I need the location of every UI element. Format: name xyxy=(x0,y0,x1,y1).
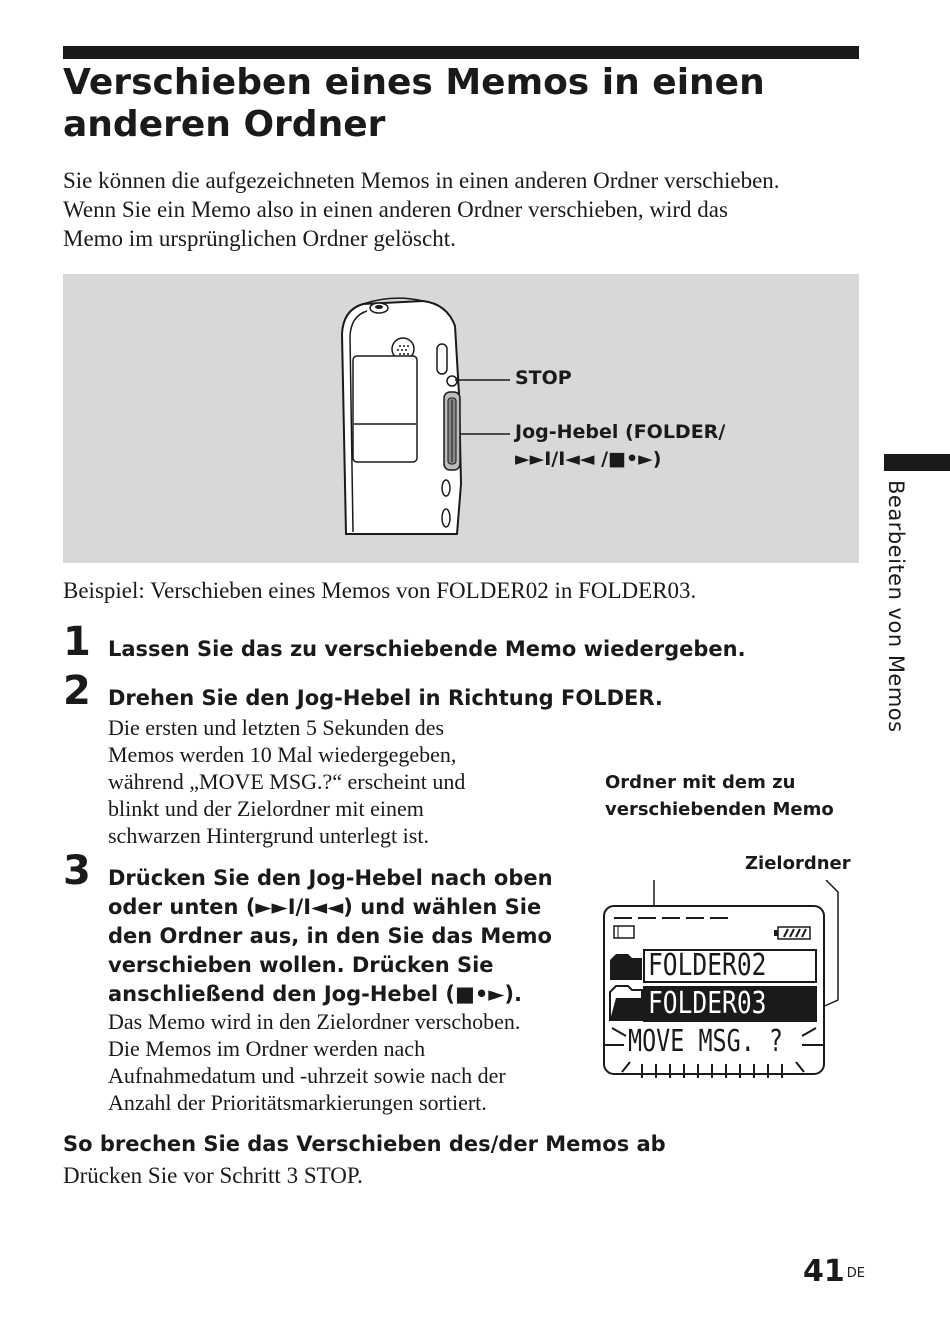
recorder-drawing xyxy=(63,274,859,563)
title-line-2: anderen Ordner xyxy=(63,104,386,145)
page-number-suffix: DE xyxy=(846,1266,865,1281)
label-jog-line-2: ►►I/I◄◄ /■•►) xyxy=(515,448,662,470)
step-3-heading-line: verschieben wollen. Drücken Sie xyxy=(108,953,494,977)
side-tab-label: Bearbeiten von Memos xyxy=(884,480,908,733)
step-3-number: 3 xyxy=(63,848,91,894)
lcd-label-source-line-1: Ordner mit dem zu xyxy=(605,772,796,793)
step-1-heading: Lassen Sie das zu verschiebende Memo wiedergeben. xyxy=(108,637,746,661)
lcd-label-source-line-2: verschiebenden Memo xyxy=(605,799,834,820)
step-1-number: 1 xyxy=(63,619,91,665)
example-text: Beispiel: Verschieben eines Memos von FOLDER02 in FOLDER03. xyxy=(63,578,697,603)
label-jog-line-1: Jog-Hebel (FOLDER/ xyxy=(515,421,726,443)
abort-heading: So brechen Sie das Verschieben des/der Memos ab xyxy=(63,1132,666,1156)
title-line-1: Verschieben eines Memos in einen xyxy=(63,62,765,103)
intro-line-1: Sie können die aufgezeichneten Memos in einen anderen Ordner verschieben. xyxy=(63,168,780,193)
lcd-display xyxy=(602,880,852,1090)
step-3-body xyxy=(108,1008,598,1116)
step-3-heading-line: Drücken Sie den Jog-Hebel nach oben xyxy=(108,866,553,890)
step-2-body xyxy=(108,714,578,849)
page-title xyxy=(63,62,863,146)
step-3-line: Das Memo wird in den Zielordner verschoben. xyxy=(108,1009,521,1034)
page-number-value: 41 xyxy=(803,1254,845,1289)
intro-line-2: Wenn Sie ein Memo also in einen anderen Ordner verschieben, wird das xyxy=(63,197,728,222)
step-3-line: Die Memos im Ordner werden nach xyxy=(108,1036,426,1061)
step-2-line: schwarzen Hintergrund unterlegt ist. xyxy=(108,823,429,848)
step-2-line: Die ersten und letzten 5 Sekunden des xyxy=(108,715,445,740)
title-rule xyxy=(63,46,859,59)
label-stop: STOP xyxy=(515,367,572,389)
step-2-line: Memos werden 10 Mal wiedergegeben, xyxy=(108,742,457,767)
lcd-folder-target: FOLDER03 xyxy=(648,986,767,1021)
step-3-line: Aufnahmedatum und -uhrzeit sowie nach der xyxy=(108,1063,506,1088)
page-number xyxy=(803,1254,865,1290)
intro-paragraph xyxy=(63,166,863,253)
step-2-number: 2 xyxy=(63,668,91,714)
step-2-line: während „MOVE MSG.?“ erscheint und xyxy=(108,769,466,794)
step-3-line: Anzahl der Prioritätsmarkierungen sortiert. xyxy=(108,1090,487,1115)
intro-line-3: Memo im ursprünglichen Ordner gelöscht. xyxy=(63,226,456,251)
lcd-folder-source: FOLDER02 xyxy=(648,948,767,983)
step-3-heading-line: anschließend den Jog-Hebel (■•►). xyxy=(108,982,523,1006)
step-3-heading-line: oder unten (►►I/I◄◄) und wählen Sie xyxy=(108,895,542,919)
abort-body: Drücken Sie vor Schritt 3 STOP. xyxy=(63,1163,363,1188)
step-2-heading: Drehen Sie den Jog-Hebel in Richtung FOLDER. xyxy=(108,686,663,710)
step-3-heading xyxy=(108,864,588,1009)
lcd-label-source xyxy=(605,769,834,823)
lcd-label-target: Zielordner xyxy=(745,853,851,874)
side-tab-marker xyxy=(884,454,950,471)
label-jog-lever xyxy=(515,419,725,473)
device-illustration xyxy=(63,274,859,563)
lcd-message: MOVE MSG. ? xyxy=(628,1024,783,1059)
step-3-heading-line: den Ordner aus, in den Sie das Memo xyxy=(108,924,552,948)
step-2-line: blinkt und der Zielordner mit einem xyxy=(108,796,424,821)
